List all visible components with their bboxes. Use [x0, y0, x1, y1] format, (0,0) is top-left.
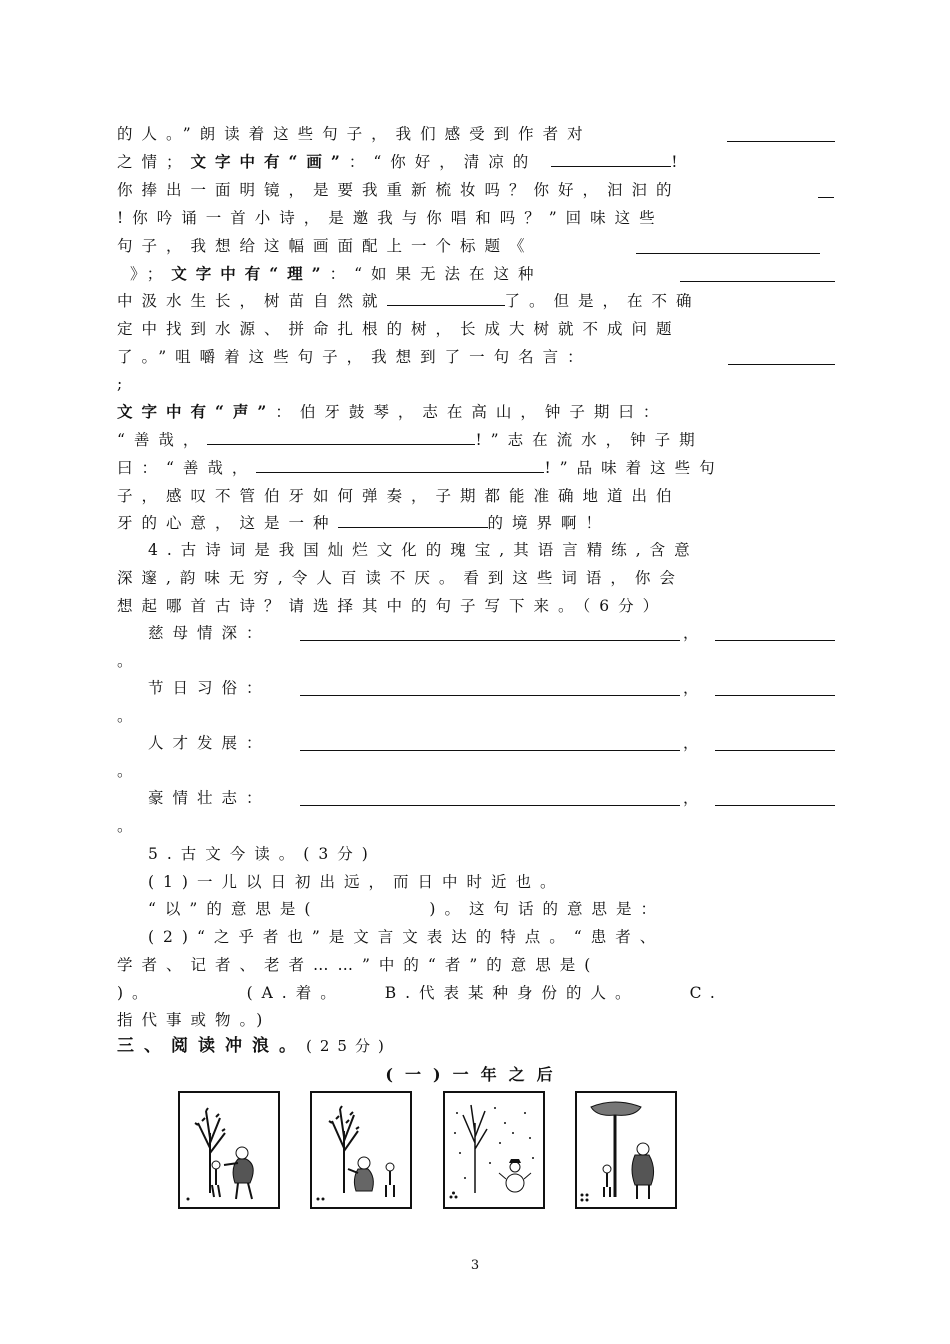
- text-line: !你吟诵一首小诗，是邀我与你唱和吗？”回味这些: [117, 209, 664, 227]
- poem-label: 节日习俗：: [148, 679, 271, 697]
- answer-blank: [636, 252, 820, 254]
- passage-title: (一)一年之后: [385, 1065, 565, 1084]
- poem-comma: ，: [683, 679, 708, 697]
- text-line: 之情；文字中有“画”：“你好，清凉的 !: [117, 152, 687, 171]
- answer-blank: [300, 694, 680, 696]
- text-line: 深邃,韵味无穷,令人百读不厌。看到这些词语，你会: [117, 569, 684, 587]
- poem-comma: ，: [683, 789, 708, 807]
- answer-blank: [715, 804, 835, 806]
- text-line: 指代事或物。): [117, 1011, 272, 1029]
- text-line: 》；文字中有“理”：“如果无法在这种: [130, 264, 543, 283]
- answer-blank: [715, 694, 835, 696]
- tree-boy-grandpa-illustration: [180, 1093, 278, 1207]
- text-line: 定中找到水源、拼命扎根的树，长成大树就不成问题: [117, 320, 681, 338]
- answer-blank: [300, 749, 680, 751]
- question-5-title: 5.古文今读。(3分): [148, 845, 377, 863]
- section-heading: 三、阅读冲浪。(25分): [117, 1036, 392, 1056]
- answer-blank: [300, 639, 680, 641]
- text-line: (2)“之乎者也”是文言文表达的特点。“患者、: [148, 928, 665, 946]
- text-line: 你捧出一面明镜，是要我重新梳妆吗？你好，汩汩的: [117, 181, 681, 199]
- text-line: 中汲水生长，树苗自然就 了。但是，在不确: [117, 292, 701, 310]
- answer-blank: [715, 749, 835, 751]
- text-line: 了。”咀嚼着这些句子，我想到了一句名言：: [117, 348, 592, 366]
- text-line: “善哉， !”志在流水，钟子期: [117, 431, 704, 449]
- poem-end: 。: [117, 652, 142, 670]
- answer-blank: [818, 196, 834, 198]
- text-line: 曰：“善哉， !”品味着这些句: [117, 459, 724, 477]
- poem-end: 。: [117, 762, 142, 780]
- page-number: 3: [470, 1258, 480, 1273]
- text-line: 牙的心意，这是一种 的境界啊！: [117, 514, 611, 532]
- text-line: (1)一儿以日初出远，而日中时近也。: [148, 873, 565, 891]
- text-line: 学者、记者、老者……”中的“者”的意思是(: [117, 956, 600, 974]
- question-4: 4.古诗词是我国灿烂文化的瑰宝,其语言精练,含意: [148, 541, 699, 559]
- text-line: 句子，我想给这幅画面配上一个标题《: [117, 237, 534, 255]
- poem-label: 慈母情深：: [148, 624, 271, 642]
- comic-panel-2: [310, 1091, 412, 1209]
- text-line: 想起哪首古诗？请选择其中的句子写下来。（6分）: [117, 597, 668, 615]
- poem-label: 人才发展：: [148, 734, 271, 752]
- text-line: )。 (A.着。 B.代表某种身份的人。 C.: [117, 984, 724, 1002]
- comic-panel-4: [575, 1091, 677, 1209]
- poem-comma: ，: [683, 734, 708, 752]
- answer-blank: [727, 140, 835, 142]
- text-line: ;: [117, 375, 132, 393]
- poem-label: 豪情壮志：: [148, 789, 271, 807]
- answer-blank: [680, 280, 835, 282]
- tree-boy-grandpa-illustration: [312, 1093, 410, 1207]
- text-line: 的人。”朗读着这些句子，我们感受到作者对: [117, 125, 592, 143]
- answer-blank: [300, 804, 680, 806]
- winter-snowman-illustration: [445, 1093, 543, 1207]
- comic-panel-3: [443, 1091, 545, 1209]
- tree-boy-grandpa-illustration: [577, 1093, 675, 1207]
- answer-blank: [728, 363, 835, 365]
- text-line: 子，感叹不管伯牙如何弹奏，子期都能准确地道出伯: [117, 487, 681, 505]
- comic-panel-1: [178, 1091, 280, 1209]
- answer-blank: [715, 639, 835, 641]
- poem-end: 。: [117, 707, 142, 725]
- poem-comma: ，: [683, 624, 708, 642]
- text-line: 文字中有“声”：伯牙鼓琴，志在高山，钟子期曰：: [117, 402, 668, 421]
- text-line: “以”的意思是( )。这句话的意思是：: [148, 900, 665, 918]
- poem-end: 。: [117, 817, 142, 835]
